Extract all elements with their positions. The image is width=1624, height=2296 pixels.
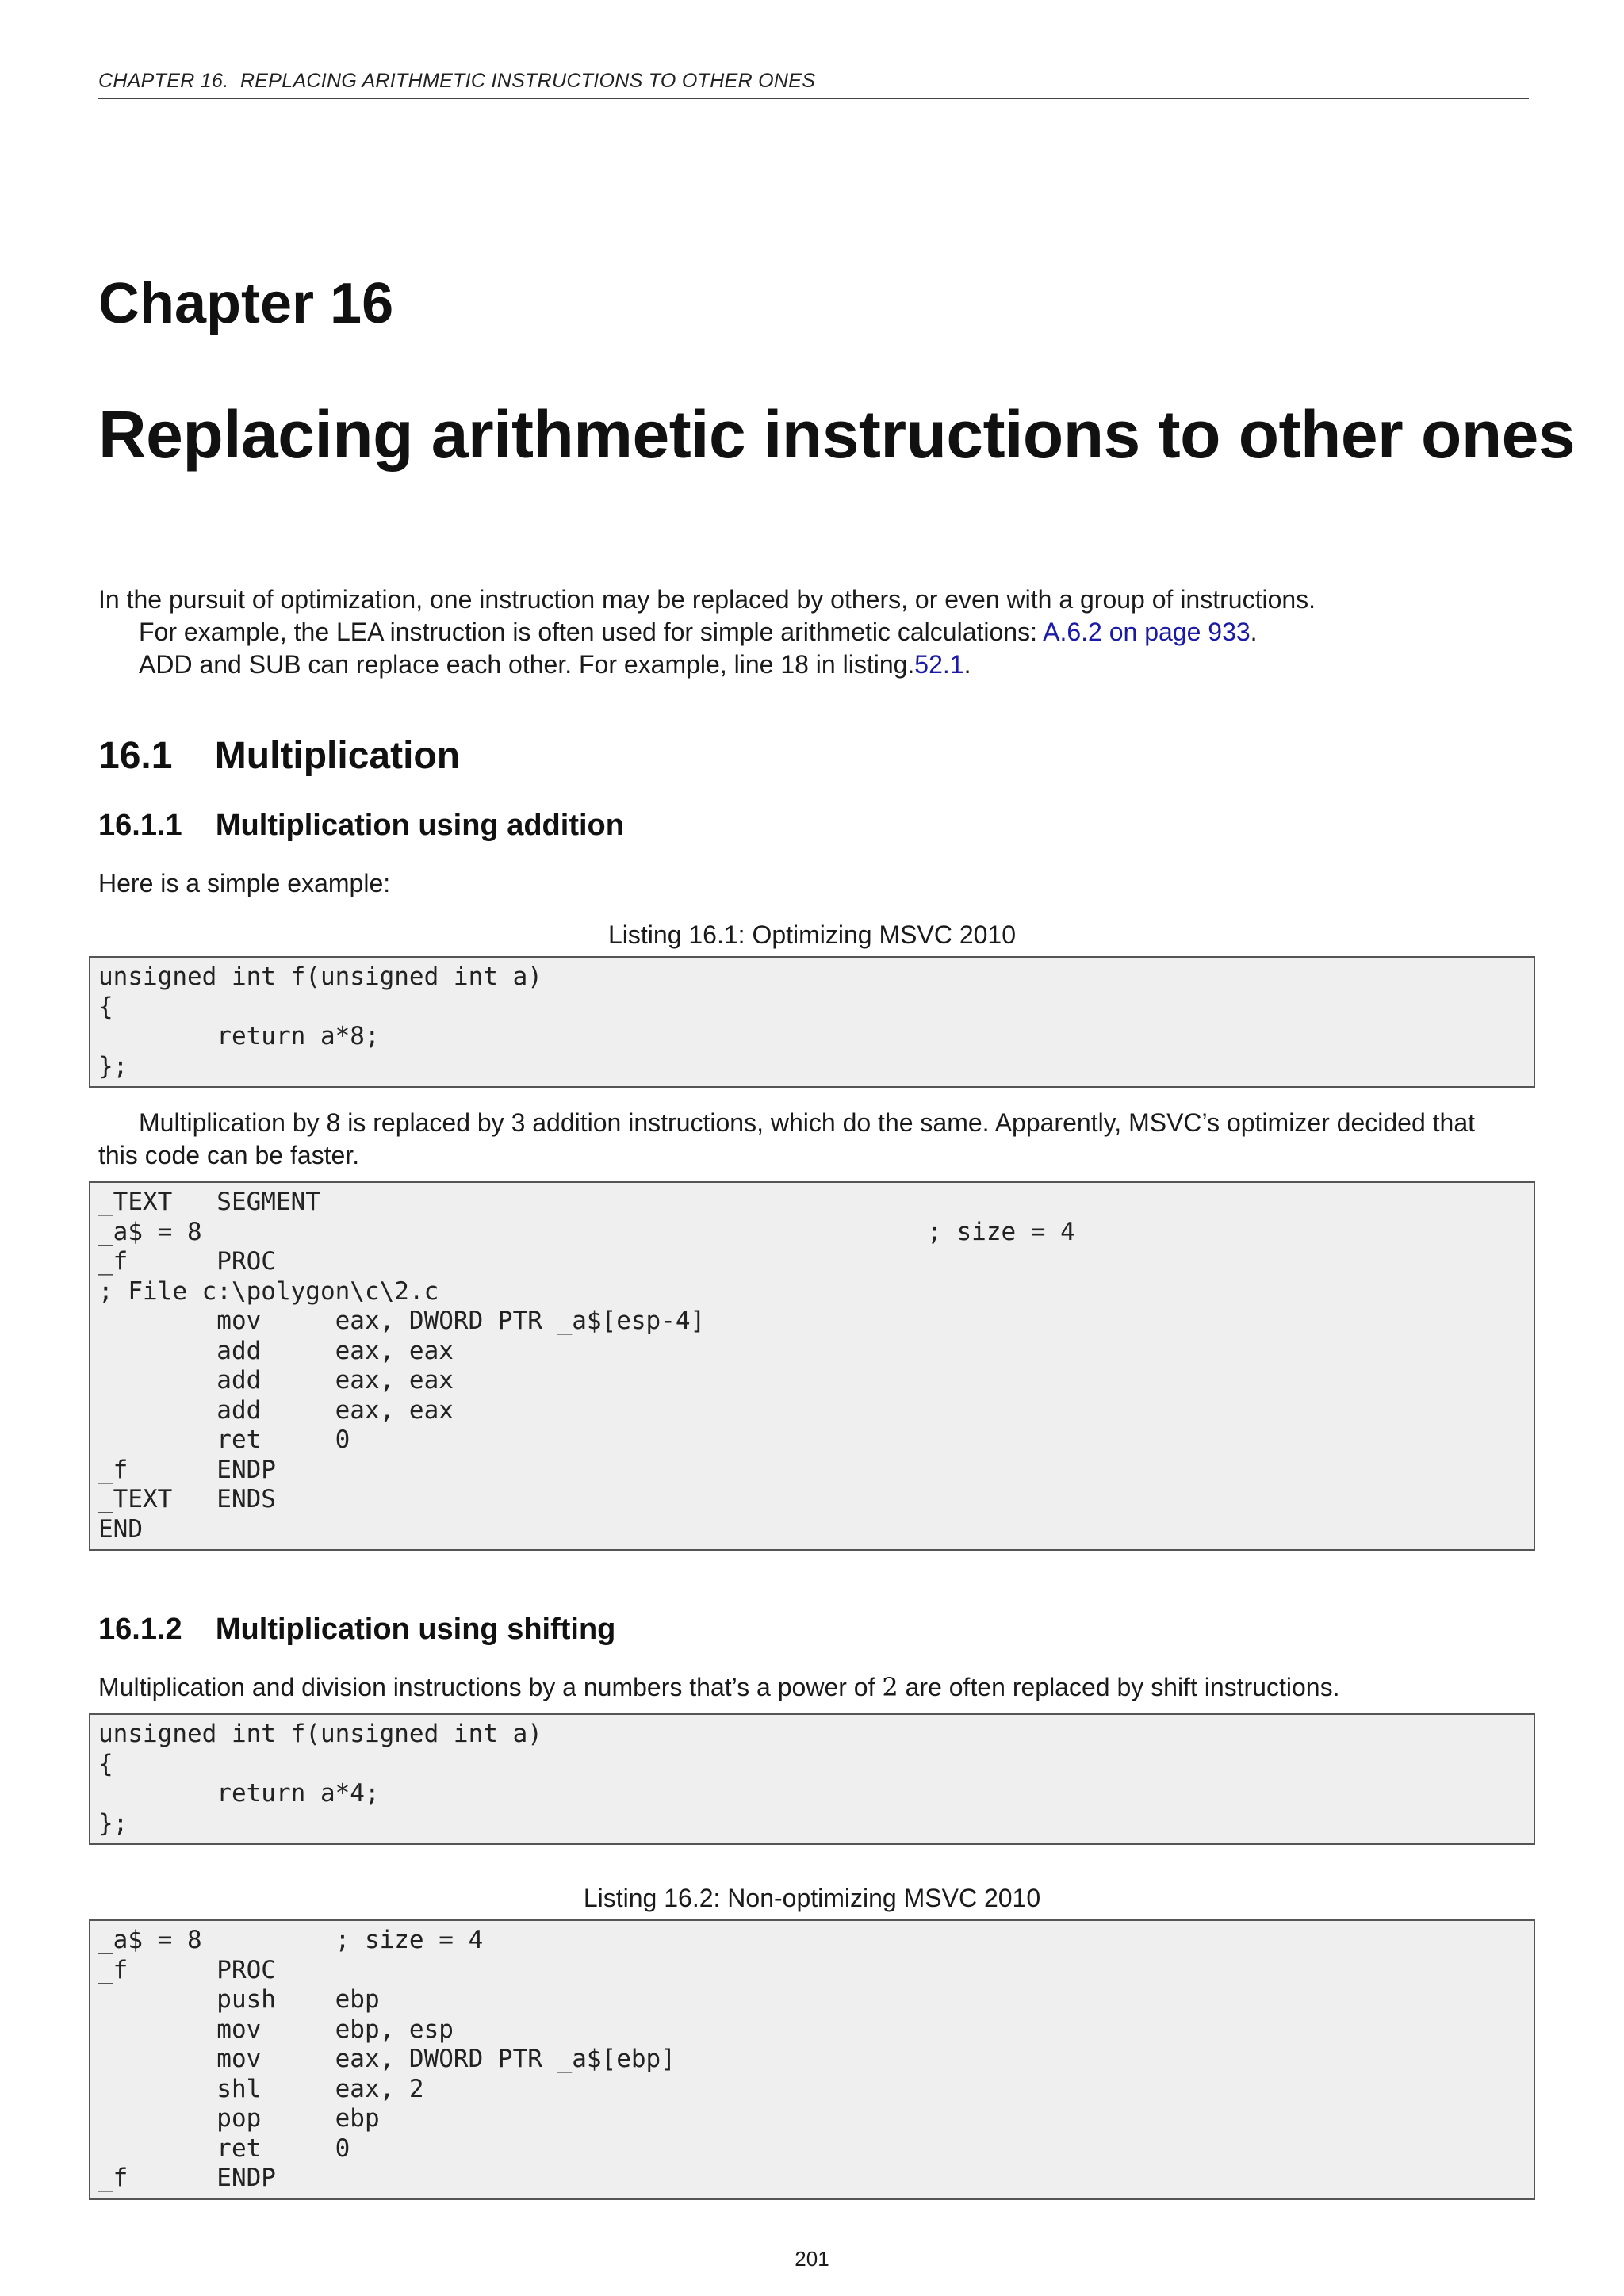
subsection-heading-16-1-1 (98, 809, 624, 843)
page-number: 201 (795, 2247, 829, 2271)
code-line: { (98, 1749, 113, 1778)
code-block-asm-shl (89, 1919, 1535, 2200)
code-line: mov ebp, esp (98, 2015, 454, 2044)
subsection-number: 16.1.1 (98, 809, 182, 842)
code-line: _TEXT ENDS (98, 1485, 276, 1513)
code-line: _a$ = 8 ; size = 4 (98, 1217, 1075, 1246)
code-line: ret 0 (98, 2133, 350, 2163)
code-line: }; (98, 1808, 128, 1838)
math-two: 2 (882, 1672, 898, 1702)
code-line: _f ENDP (98, 1455, 276, 1484)
code-line: _f PROC (98, 1955, 276, 1984)
code-line: { (98, 992, 113, 1021)
code-line: }; (98, 1051, 128, 1081)
code-line: unsigned int f(unsigned int a) (98, 962, 542, 991)
intro-p2-text: For example, the LEA instruction is often used for simple arithmetic calculations: (139, 618, 1044, 646)
subsection-title: Multiplication using shifting (215, 1613, 616, 1646)
code-block-c-mul8 (89, 956, 1535, 1088)
explanation-line-2: this code can be faster. (98, 1141, 360, 1169)
code-line: pop ebp (98, 2104, 380, 2133)
code-line: add eax, eax (98, 1395, 454, 1425)
subsection-title: Multiplication using addition (215, 809, 624, 842)
code-line: ; File c:\polygon\c\2.c (98, 1276, 439, 1306)
running-header: CHAPTER 16. REPLACING ARITHMETIC INSTRUCTIONS TO OTHER ONES (98, 70, 1529, 99)
code-line: mov eax, DWORD PTR _a$[esp-4] (98, 1307, 706, 1335)
code-line: ret 0 (98, 1425, 350, 1454)
code-line: push ebp (98, 1985, 380, 2014)
explanation-line-1: Multiplication by 8 is replaced by 3 addition instructions, which do the same. Apparently, MSVC’s optimizer decided that (139, 1108, 1476, 1137)
subsection-heading-16-1-2 (98, 1613, 615, 1647)
section-title: Multiplication (214, 735, 461, 777)
code-block-asm-mul8 (89, 1181, 1535, 1551)
code-line: _TEXT SEGMENT (98, 1188, 320, 1216)
listing-caption-16-2: Listing 16.2: Non-optimizing MSVC 2010 (583, 1884, 1041, 1912)
intro-paragraph-1: In the pursuit of optimization, one instruction may be replaced by others, or even with a group of instructions. (98, 585, 1316, 614)
shifting-intro-text: Multiplication and division instructions by a numbers that’s a power of (98, 1673, 883, 1701)
shifting-intro-end: are often replaced by shift instructions. (898, 1673, 1340, 1701)
intro-p3-end: . (963, 650, 971, 679)
listing-link[interactable]: 52.1 (914, 650, 964, 679)
code-line: mov eax, DWORD PTR _a$[ebp] (98, 2045, 676, 2073)
code-line: shl eax, 2 (98, 2074, 424, 2103)
shifting-intro (98, 1671, 1339, 1704)
intro-p3-text: ADD and SUB can replace each other. For example, line 18 in listing. (139, 650, 915, 679)
code-line: unsigned int f(unsigned int a) (98, 1720, 542, 1748)
appendix-link[interactable]: A.6.2 on page 933 (1043, 618, 1251, 646)
code-line: _f PROC (98, 1247, 276, 1276)
intro-p2-end: . (1250, 618, 1258, 646)
code-line: add eax, eax (98, 1336, 454, 1365)
intro-paragraph-3 (139, 649, 971, 681)
code-line: return a*8; (98, 1022, 380, 1050)
section-heading-16-1 (98, 734, 460, 778)
code-block-c-mul4 (89, 1713, 1535, 1845)
chapter-title: Replacing arithmetic instructions to other ones (98, 397, 1576, 472)
code-line: _f ENDP (98, 2164, 276, 2192)
chapter-label: Chapter 16 (98, 272, 394, 335)
code-line: add eax, eax (98, 1366, 454, 1395)
code-line: END (98, 1514, 143, 1544)
section-number: 16.1 (98, 735, 173, 777)
example-intro: Here is a simple example: (98, 869, 391, 897)
intro-paragraph-2 (139, 616, 1258, 649)
code-line: return a*4; (98, 1779, 380, 1808)
code-line: _a$ = 8 ; size = 4 (98, 1926, 484, 1954)
subsection-number: 16.1.2 (98, 1613, 182, 1646)
listing-caption-16-1: Listing 16.1: Optimizing MSVC 2010 (607, 920, 1017, 949)
